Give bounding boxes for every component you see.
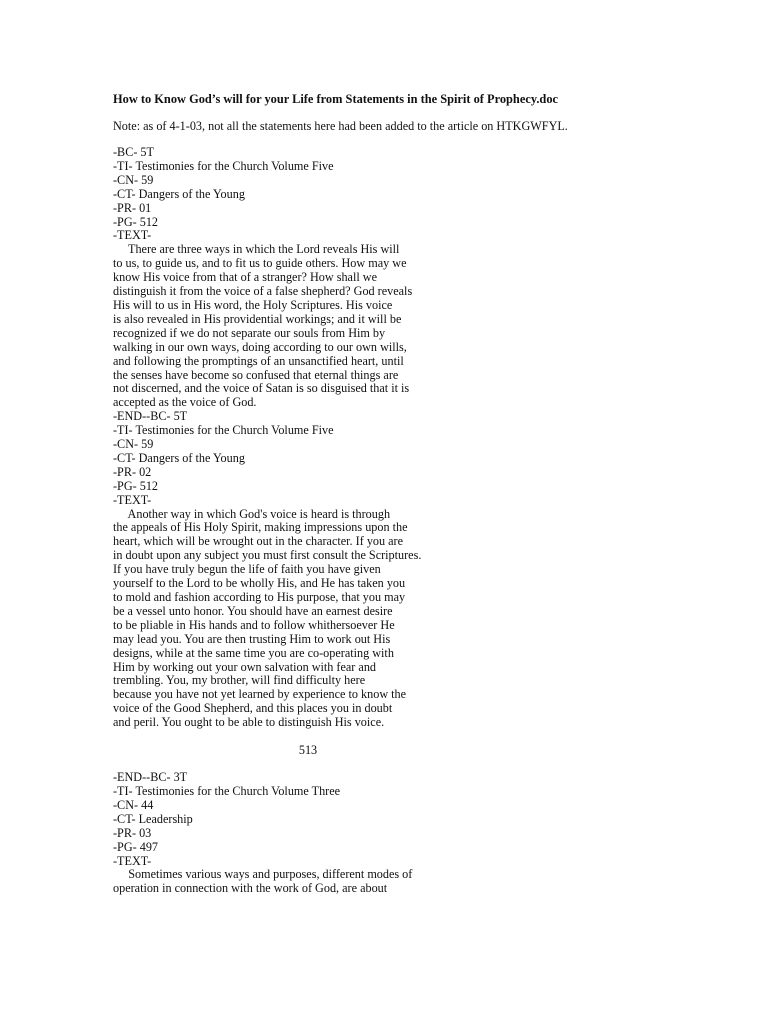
- text-line: -PR- 03: [113, 825, 152, 840]
- text-line: -CN- 59: [113, 172, 154, 187]
- text-line: distinguish it from the voice of a false shepherd? God reveals: [113, 284, 413, 299]
- document-body-part1: [113, 146, 733, 730]
- text-line: accepted as the voice of God.: [113, 395, 257, 410]
- text-line: Sometimes various ways and purposes, different modes of: [113, 867, 413, 882]
- text-line: -CT- Leadership: [113, 811, 193, 826]
- text-line: may lead you. You are then trusting Him to work out His: [113, 631, 391, 646]
- document-title: How to Know God’s will for your Life from Statements in the Spirit of Prophecy.doc: [113, 92, 559, 106]
- text-line: because you have not yet learned by experience to know the: [113, 687, 407, 702]
- text-line: heart, which will be wrought out in the character. If you are: [113, 534, 404, 549]
- text-line: and following the promptings of an unsanctified heart, until: [113, 353, 404, 368]
- text-line: -CT- Dangers of the Young: [113, 186, 245, 201]
- text-line: -PR- 02: [113, 464, 152, 479]
- text-line: -END--BC- 3T: [113, 770, 188, 785]
- text-line: -CT- Dangers of the Young: [113, 450, 245, 465]
- text-line: not discerned, and the voice of Satan is so disguised that it is: [113, 381, 410, 396]
- text-line: voice of the Good Shepherd, and this places you in doubt: [113, 701, 393, 716]
- text-line: trembling. You, my brother, will find difficulty here: [113, 673, 366, 688]
- text-line: If you have truly begun the life of faith you have given: [113, 562, 381, 577]
- text-line: Him by working out your own salvation with fear and: [113, 659, 377, 674]
- text-line: know His voice from that of a stranger? How shall we: [113, 270, 377, 285]
- text-line: -CN- 44: [113, 797, 154, 812]
- text-line: -END--BC- 5T: [113, 409, 188, 424]
- text-line: -TEXT-: [113, 228, 152, 243]
- text-line: the appeals of His Holy Spirit, making impressions upon the: [113, 520, 408, 535]
- text-line: operation in connection with the work of God, are about: [113, 881, 388, 896]
- text-line: -TI- Testimonies for the Church Volume Five: [113, 423, 334, 438]
- text-line: His will to us in His word, the Holy Scriptures. His voice: [113, 297, 393, 312]
- text-line: is also revealed in His providential workings; and it will be: [113, 311, 402, 326]
- page-number: 513: [298, 743, 318, 758]
- text-line: -PR- 01: [113, 200, 152, 215]
- text-line: to us, to guide us, and to fit us to guide others. How may we: [113, 256, 407, 271]
- text-line: -TEXT-: [113, 853, 152, 868]
- text-line: -PG- 512: [113, 478, 159, 493]
- text-line: -CN- 59: [113, 437, 154, 452]
- document-page: [113, 92, 733, 896]
- document-note: Note: as of 4-1-03, not all the statements here had been added to the article on HTKGWFYL.: [113, 119, 568, 133]
- text-line: the senses have become so confused that eternal things are: [113, 367, 399, 382]
- text-line: -TEXT-: [113, 492, 152, 507]
- text-line: -TI- Testimonies for the Church Volume Three: [113, 783, 341, 798]
- text-line: -PG- 512: [113, 214, 159, 229]
- text-line: to be pliable in His hands and to follow whithersoever He: [113, 617, 395, 632]
- text-line: and peril. You ought to be able to distinguish His voice.: [113, 715, 385, 730]
- text-line: There are three ways in which the Lord reveals His will: [113, 242, 400, 257]
- text-line: -BC- 5T: [113, 145, 154, 159]
- text-line: -PG- 497: [113, 839, 159, 854]
- text-line: Another way in which God's voice is heard is through: [113, 506, 391, 521]
- text-line: -TI- Testimonies for the Church Volume Five: [113, 158, 334, 173]
- text-line: to mold and fashion according to His purpose, that you may: [113, 590, 406, 604]
- text-line: in doubt upon any subject you must first consult the Scriptures.: [113, 548, 422, 563]
- text-line: yourself to the Lord to be wholly His, and He has taken you: [113, 576, 406, 591]
- text-line: walking in our own ways, doing according to our own wills,: [113, 339, 407, 354]
- document-body-part2: [113, 771, 733, 896]
- text-line: designs, while at the same time you are co-operating with: [113, 645, 394, 660]
- text-line: be a vessel unto honor. You should have an earnest desire: [113, 603, 393, 618]
- text-line: recognized if we do not separate our souls from Him by: [113, 325, 386, 340]
